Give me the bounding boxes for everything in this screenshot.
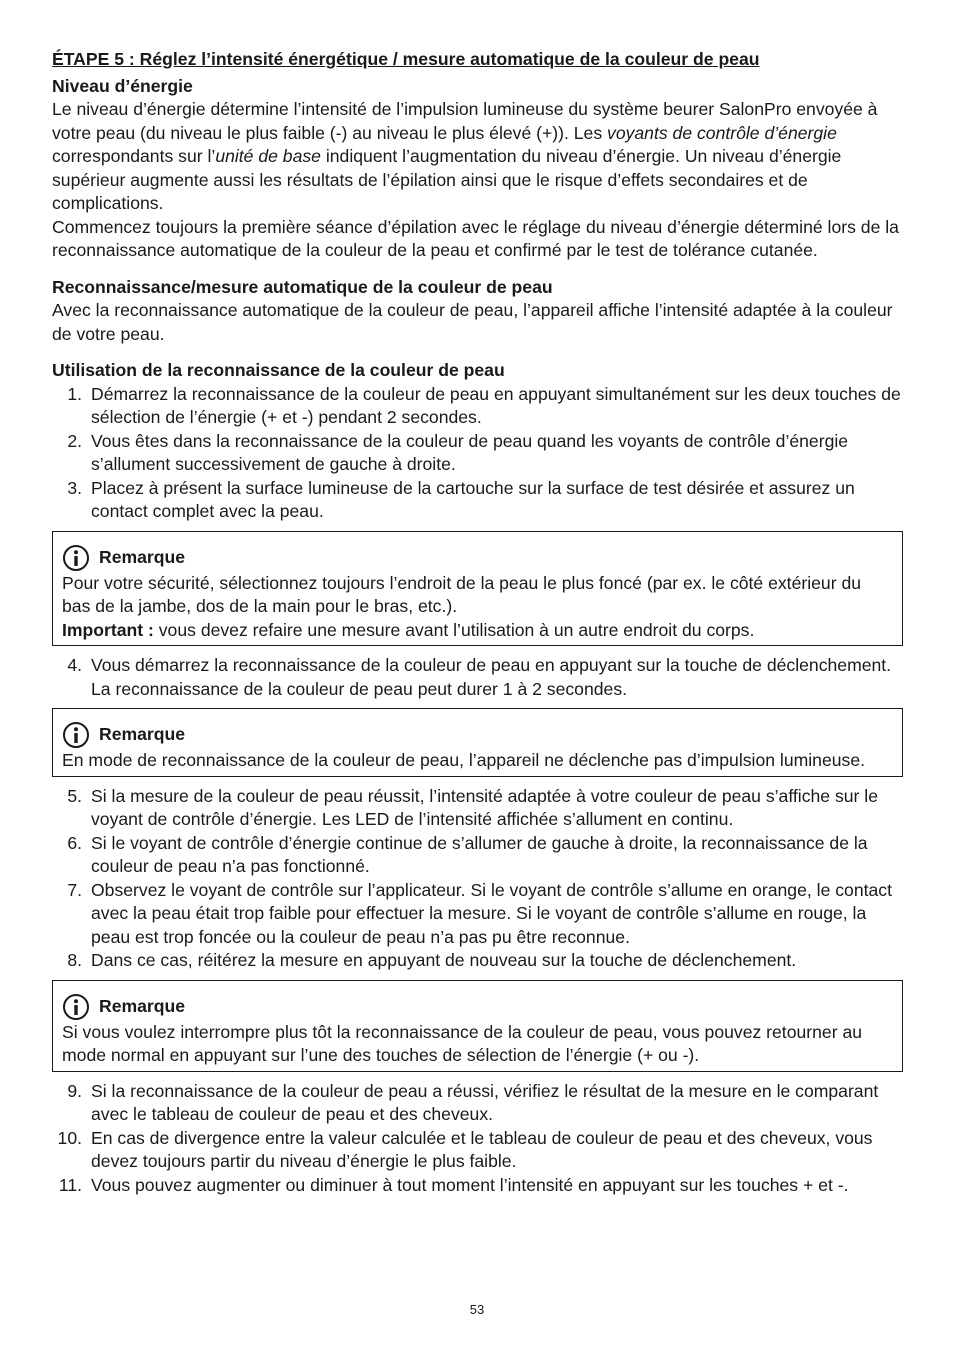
list-item-number: 2. — [67, 430, 82, 451]
important-text: vous devez refaire une mesure avant l’utilisation à un autre endroit du corps. — [153, 619, 755, 640]
recognition-heading: Reconnaissance/mesure automatique de la couleur de peau — [52, 276, 553, 297]
list-item-text: Placez à présent la surface lumineuse de la cartouche sur la surface de test désirée et assurez un contact complet avec la peau. — [91, 477, 855, 521]
usage-heading: Utilisation de la reconnaissance de la couleur de peau — [52, 360, 505, 380]
list-item-text: Si la reconnaissance de la couleur de peau a réussi, vérifiez le résultat de la mesure en le comparant avec le tableau de couleur de peau et des cheveux. — [91, 1080, 879, 1124]
list-item-number: 5. — [67, 785, 82, 806]
info-icon — [63, 545, 89, 571]
note-title: Remarque — [99, 546, 186, 567]
note-text: En mode de reconnaissance de la couleur de peau, l’appareil ne déclenche pas d’impulsion lumineuse. — [62, 750, 865, 770]
list-item — [52, 832, 902, 879]
list-item-number: 4. — [67, 655, 82, 675]
energy-p1-part-a: Le niveau d’énergie détermine l’intensité de l’impulsion lumineuse du système beurer SalonPro envoyée à votre peau (du niveau le plus faible (-) au niveau le plus élevé (+)). Les — [52, 99, 878, 143]
list-item — [52, 383, 902, 430]
list-item-text: Si la mesure de la couleur de peau réussit, l’intensité adaptée à votre couleur de peau s’affiche sur le voyant de contrôle d’énergie. Les LED de l’intensité affichée s’allument en continu. — [91, 785, 878, 829]
note-text: Si vous voulez interrompre plus tôt la reconnaissance de la couleur de peau, vous pouvez retourner au mode normal en appuyant sur l’une des touches de sélection de l’énergie (+ ou -). — [62, 1021, 863, 1065]
list-item — [52, 785, 902, 832]
list-item — [52, 879, 902, 950]
info-icon — [63, 994, 89, 1020]
list-item-number: 9. — [67, 1080, 82, 1101]
energy-paragraph-2: Commencez toujours la première séance d’épilation avec le réglage du niveau d’énergie déterminé lors de la reconnaissance automatique de la couleur de la peau et confirmé par le test de tolérance cutanée. — [52, 216, 899, 260]
energy-heading: Niveau d’énergie — [52, 75, 193, 96]
list-item-text: Vous démarrez la reconnaissance de la couleur de peau en appuyant sur la touche de déclenchement. La reconnaissance de la couleur de peau peut durer 1 à 2 secondes. — [91, 655, 892, 699]
page-number: 53 — [469, 1302, 485, 1317]
list-item — [52, 1174, 902, 1198]
note-important — [62, 619, 893, 643]
steps-list-b — [52, 654, 902, 701]
list-item-text: En cas de divergence entre la valeur calculée et le tableau de couleur de peau et des cheveux, vous devez toujours partir du niveau d’énergie le plus faible. — [91, 1127, 873, 1171]
note-box-3 — [52, 980, 903, 1072]
list-item-number: 11. — [58, 1174, 82, 1195]
steps-list-c — [52, 785, 902, 973]
energy-p1-italic-2: unité de base — [215, 146, 321, 166]
list-item — [52, 949, 902, 973]
list-item-text: Démarrez la reconnaissance de la couleur de peau en appuyant simultanément sur les deux touches de sélection de l’énergie (+ et -) pendant 2 secondes. — [91, 383, 901, 427]
list-item-number: 1. — [67, 383, 82, 404]
list-item-number: 3. — [67, 477, 82, 498]
note-box-2 — [52, 708, 903, 777]
list-item — [52, 430, 902, 477]
list-item-number: 8. — [67, 950, 82, 970]
note-box-1 — [52, 531, 903, 647]
energy-p1-part-b: correspondants sur l’ — [52, 146, 216, 166]
important-label: Important : — [62, 619, 154, 640]
step-title: ÉTAPE 5 : Réglez l’intensité énergétique / mesure automatique de la couleur de peau — [52, 49, 760, 69]
list-item-text: Dans ce cas, réitérez la mesure en appuyant de nouveau sur la touche de déclenchement. — [91, 950, 797, 970]
list-item — [52, 654, 902, 701]
note-title: Remarque — [99, 724, 186, 745]
list-item-text: Vous pouvez augmenter ou diminuer à tout moment l’intensité en appuyant sur les touches + et -. — [91, 1174, 849, 1195]
info-icon — [63, 722, 89, 748]
list-item — [52, 1080, 902, 1127]
list-item-number: 7. — [67, 879, 82, 900]
note-title: Remarque — [99, 995, 186, 1016]
list-item — [52, 1127, 902, 1174]
steps-list-d — [52, 1080, 902, 1198]
list-item-text: Si le voyant de contrôle d’énergie continue de s’allumer de gauche à droite, la reconnaissance de la couleur de peau n’a pas fonctionné. — [91, 832, 868, 876]
note-text: Pour votre sécurité, sélectionnez toujours l’endroit de la peau le plus foncé (par ex. le côté extérieur du bas de la jambe, dos de la main pour le bras, etc.). — [62, 572, 862, 616]
list-item-text: Observez le voyant de contrôle sur l’applicateur. Si le voyant de contrôle s’allume en orange, le contact avec la peau était trop faible pour effectuer la mesure. Si le voyant de contrôle s’allume en rouge, la peau est trop foncée ou la couleur de peau n’a pas pu être reconnue. — [91, 879, 892, 947]
recognition-paragraph: Avec la reconnaissance automatique de la couleur de peau, l’appareil affiche l’intensité adaptée à la couleur de votre peau. — [52, 300, 893, 344]
list-item — [52, 477, 902, 524]
steps-list-a — [52, 383, 902, 524]
energy-p1-part-c: indiquent l’augmentation du niveau d’énergie. Un niveau d’énergie supérieur augmente aussi les résultats de l’épilation ainsi que le risque d’effets secondaires et de complications. — [52, 146, 842, 213]
list-item-text: Vous êtes dans la reconnaissance de la couleur de peau quand les voyants de contrôle d’énergie s’allument successivement de gauche à droite. — [91, 430, 849, 474]
energy-paragraph-1 — [52, 98, 902, 216]
energy-p1-italic-1: voyants de contrôle d’énergie — [607, 122, 837, 143]
list-item-number: 6. — [67, 832, 82, 853]
list-item-number: 10. — [57, 1127, 82, 1148]
document-page — [52, 48, 902, 1197]
